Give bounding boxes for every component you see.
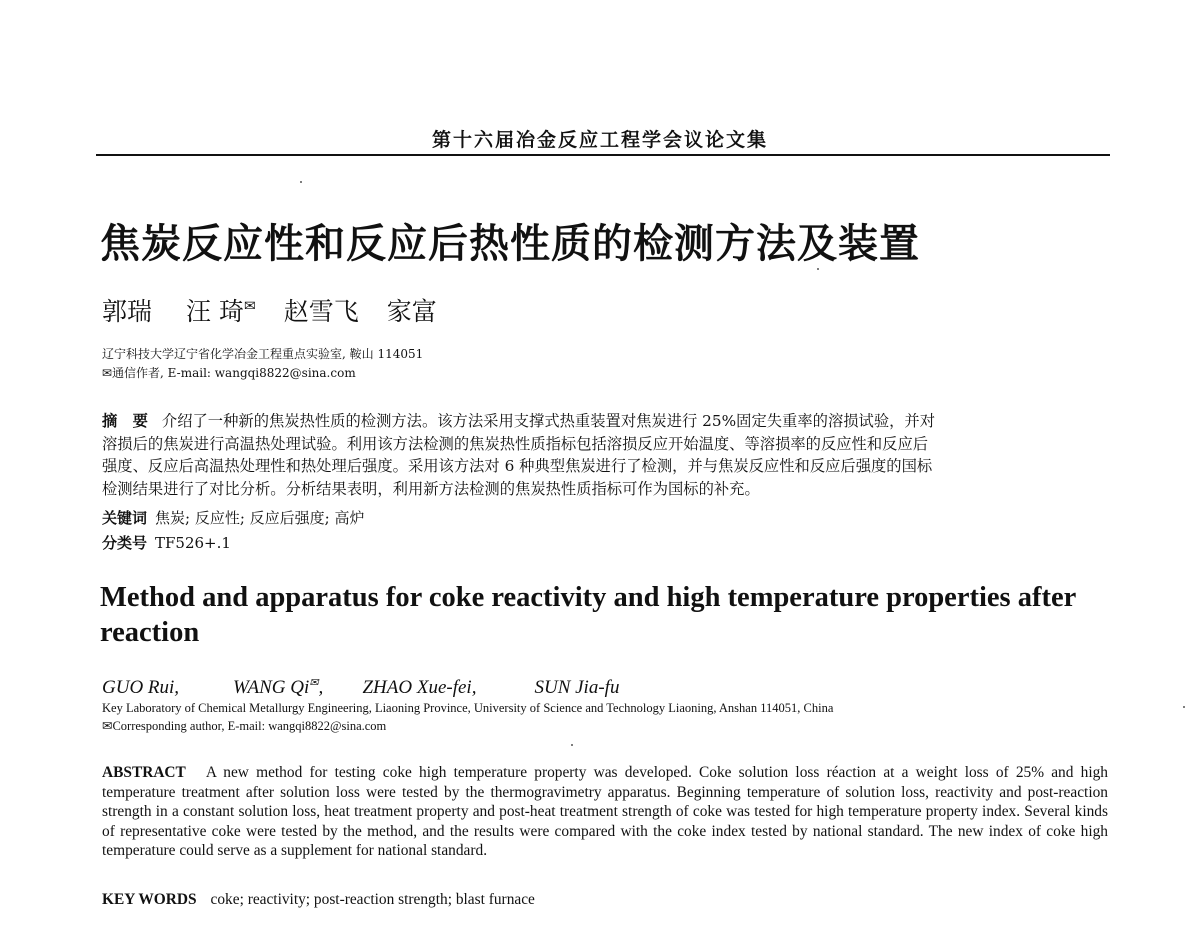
- keywords-en: coke; reactivity; post-reaction strength; blast furnace: [210, 891, 535, 908]
- header-rule: [96, 154, 1110, 156]
- abstract-cn-line: 介绍了一种新的焦炭热性质的检测方法。该方法采用支撑式热重装置对焦炭进行 25%固定失重率的溶损试验，并对: [161, 412, 936, 430]
- corresponding-cn-line: ✉通信作者, E-mail: wangqi8822@sina.com: [102, 366, 356, 380]
- affiliation-cn: [102, 345, 423, 383]
- author-en-2: WANG Qi: [233, 677, 310, 699]
- abstract-cn: [102, 410, 1107, 500]
- author-en-3: ZHAO Xue-fei,: [362, 677, 477, 699]
- scan-speck: [300, 181, 302, 183]
- abstract-cn-label: 摘 要: [102, 412, 148, 430]
- classification-cn-label: 分类号: [102, 534, 148, 552]
- classification-cn: TF526+.1: [155, 534, 231, 552]
- proceedings-title: 第十六届冶金反应工程学会议论文集: [431, 129, 768, 151]
- author-cn-3: 赵雪飞: [283, 297, 359, 326]
- author-en-1: GUO Rui,: [102, 677, 180, 699]
- keywords-block-cn: [102, 506, 364, 556]
- paper-title-cn: 焦炭反应性和反应后热性质的检测方法及装置: [100, 221, 920, 267]
- author-cn-4: 家富: [386, 297, 437, 326]
- envelope-icon: ✉: [309, 677, 319, 689]
- scan-speck: [817, 268, 819, 270]
- affiliation-cn-line: 辽宁科技大学辽宁省化学冶金工程重点实验室, 鞍山 114051: [102, 347, 424, 361]
- envelope-icon: ✉: [243, 298, 256, 315]
- abstract-cn-line: 检测结果进行了对比分析。分析结果表明，利用新方法检测的焦炭热性质指标可作为国标的补充。: [102, 479, 760, 498]
- authors-cn: [102, 292, 437, 328]
- keywords-en-label: KEY WORDS: [102, 891, 197, 908]
- keywords-block-en: [102, 891, 535, 909]
- abstract-en-text: A new method for testing coke high temperature property was developed. Coke solution loss réaction at a weight loss of 25% and high temperature treatment after solution loss were tested by the thermogravimetry apparatus. Beginning temperature of solution loss, reactivity and post-reaction strength in a constant solution loss, heat treatment property and post-heat treatment strength of coke was tested for high temperature property index. Several kinds of representative coke were tested by the method, and the results were compared with the coke index tested by national standard. The new index of coke high temperature could serve as a supplement for national standard.: [102, 764, 1108, 860]
- author-cn-2: 汪 琦: [186, 297, 244, 326]
- keywords-cn-label: 关键词: [102, 509, 148, 527]
- paper-title-en: Method and apparatus for coke reactivity and high temperature properties after reaction: [100, 582, 1076, 648]
- abstract-cn-line: 溶损后的焦炭进行高温热处理试验。利用该方法检测的焦炭热性质指标包括溶损反应开始温度、等溶损率的反应性和反应后: [102, 434, 929, 453]
- author-en-2-comma: ,: [318, 677, 324, 699]
- authors-en: [102, 676, 619, 699]
- affiliation-en: [102, 699, 833, 735]
- scan-speck: [1183, 706, 1185, 708]
- author-cn-1: 郭瑞: [102, 297, 153, 326]
- abstract-cn-line: 强度、反应后高温热处理性和热处理后强度。采用该方法对 6 种典型焦炭进行了检测，并与焦炭反应性和反应后强度的国标: [102, 457, 933, 475]
- scan-speck: [571, 744, 573, 746]
- abstract-en-label: ABSTRACT: [102, 764, 186, 781]
- abstract-en: [102, 763, 1108, 861]
- author-en-4: SUN Jia-fu: [534, 677, 620, 699]
- keywords-cn: 焦炭; 反应性; 反应后强度; 高炉: [155, 509, 365, 527]
- affiliation-en-line: Key Laboratory of Chemical Metallurgy Engineering, Liaoning Province, University of Science and Technology Liaoning, Anshan 114051, China: [102, 701, 834, 715]
- corresponding-en-line: ✉Corresponding author, E-mail: wangqi8822@sina.com: [102, 719, 387, 733]
